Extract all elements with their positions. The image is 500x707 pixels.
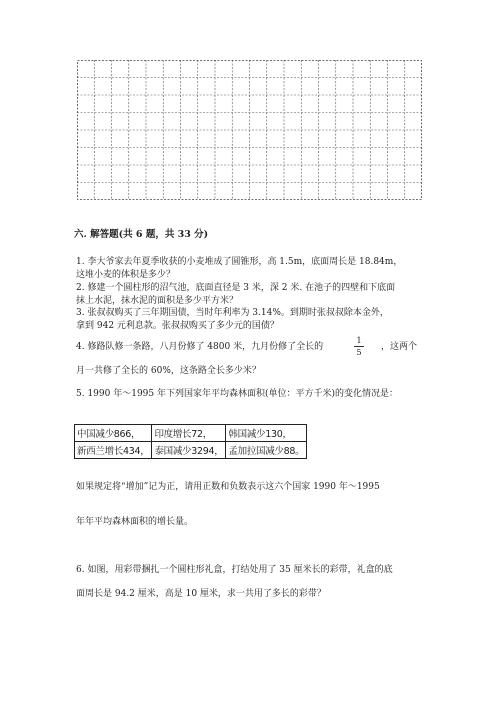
- table-cell: 中国减少866，: [75, 425, 152, 442]
- question-2-line-2: 抹上水泥，抹水泥的面积是多少平方米？: [76, 296, 239, 306]
- table-cell: 新西兰增长434，: [75, 442, 152, 459]
- question-1-line-2: 这堆小麦的体积是多少？: [76, 270, 176, 280]
- forest-change-table: [74, 424, 307, 459]
- section-title: 六. 解答题(共 6 题，共 33 分): [74, 229, 209, 240]
- question-6-line-1: 6. 如图，用彩带捆扎一个圆柱形礼盒，打结处用了 35 厘米长的彩带，礼盒的底: [76, 565, 393, 575]
- fraction-denominator: 5: [356, 348, 362, 357]
- question-6-line-2: 面周长是 94.2 厘米，高是 10 厘米，求一共用了多长的彩带？: [76, 589, 326, 599]
- question-2-line-1: 2. 修建一个圆柱形的沼气池，底面直径是 3 米，深 2 米. 在池子的四壁和下底面: [76, 283, 396, 293]
- question-4-line-1: 4. 修路队修一条路，八月份修了 4800 米，九月份修了全长的: [76, 342, 324, 352]
- question-4-line-1-end: ，这两个: [381, 342, 418, 352]
- question-3-line-2: 拿到 942 元利息款。张叔叔购买了多少元的国债？: [76, 321, 279, 331]
- question-5-line-1: 5. 1990 年～1995 年下列国家年平均森林面积(单位：平方千米)的变化情况是：: [76, 389, 399, 399]
- table-row: [75, 425, 307, 442]
- fraction-one-fifth: [354, 336, 364, 357]
- question-5-line-2: 如果规定将“增加”记为正，请用正数和负数表示这六个国家 1990 年～1995: [76, 482, 380, 492]
- table-row: [75, 442, 307, 459]
- table-cell: 韩国减少130，: [226, 425, 307, 442]
- fraction-bar: [354, 346, 364, 347]
- question-5-line-3: 年年平均森林面积的增长量。: [76, 517, 194, 527]
- writing-grid: [77, 60, 422, 200]
- table-cell: 孟加拉国减少88。: [226, 442, 307, 459]
- table-cell: 泰国减少3294，: [152, 442, 226, 459]
- question-4-line-2: 月一共修了全长的 60%，这条路全长多少米？: [76, 366, 261, 376]
- question-3-line-1: 3. 张叔叔购买了三年期国债，当时年利率为 3.14%。到期时张叔叔除本金外，: [76, 308, 389, 318]
- question-1-line-1: 1. 李大爷家去年夏季收获的小麦堆成了圆锥形，高 1.5m，底面周长是 18.84m，: [76, 257, 403, 267]
- fraction-numerator: 1: [356, 336, 362, 345]
- table-cell: 印度增长72，: [152, 425, 226, 442]
